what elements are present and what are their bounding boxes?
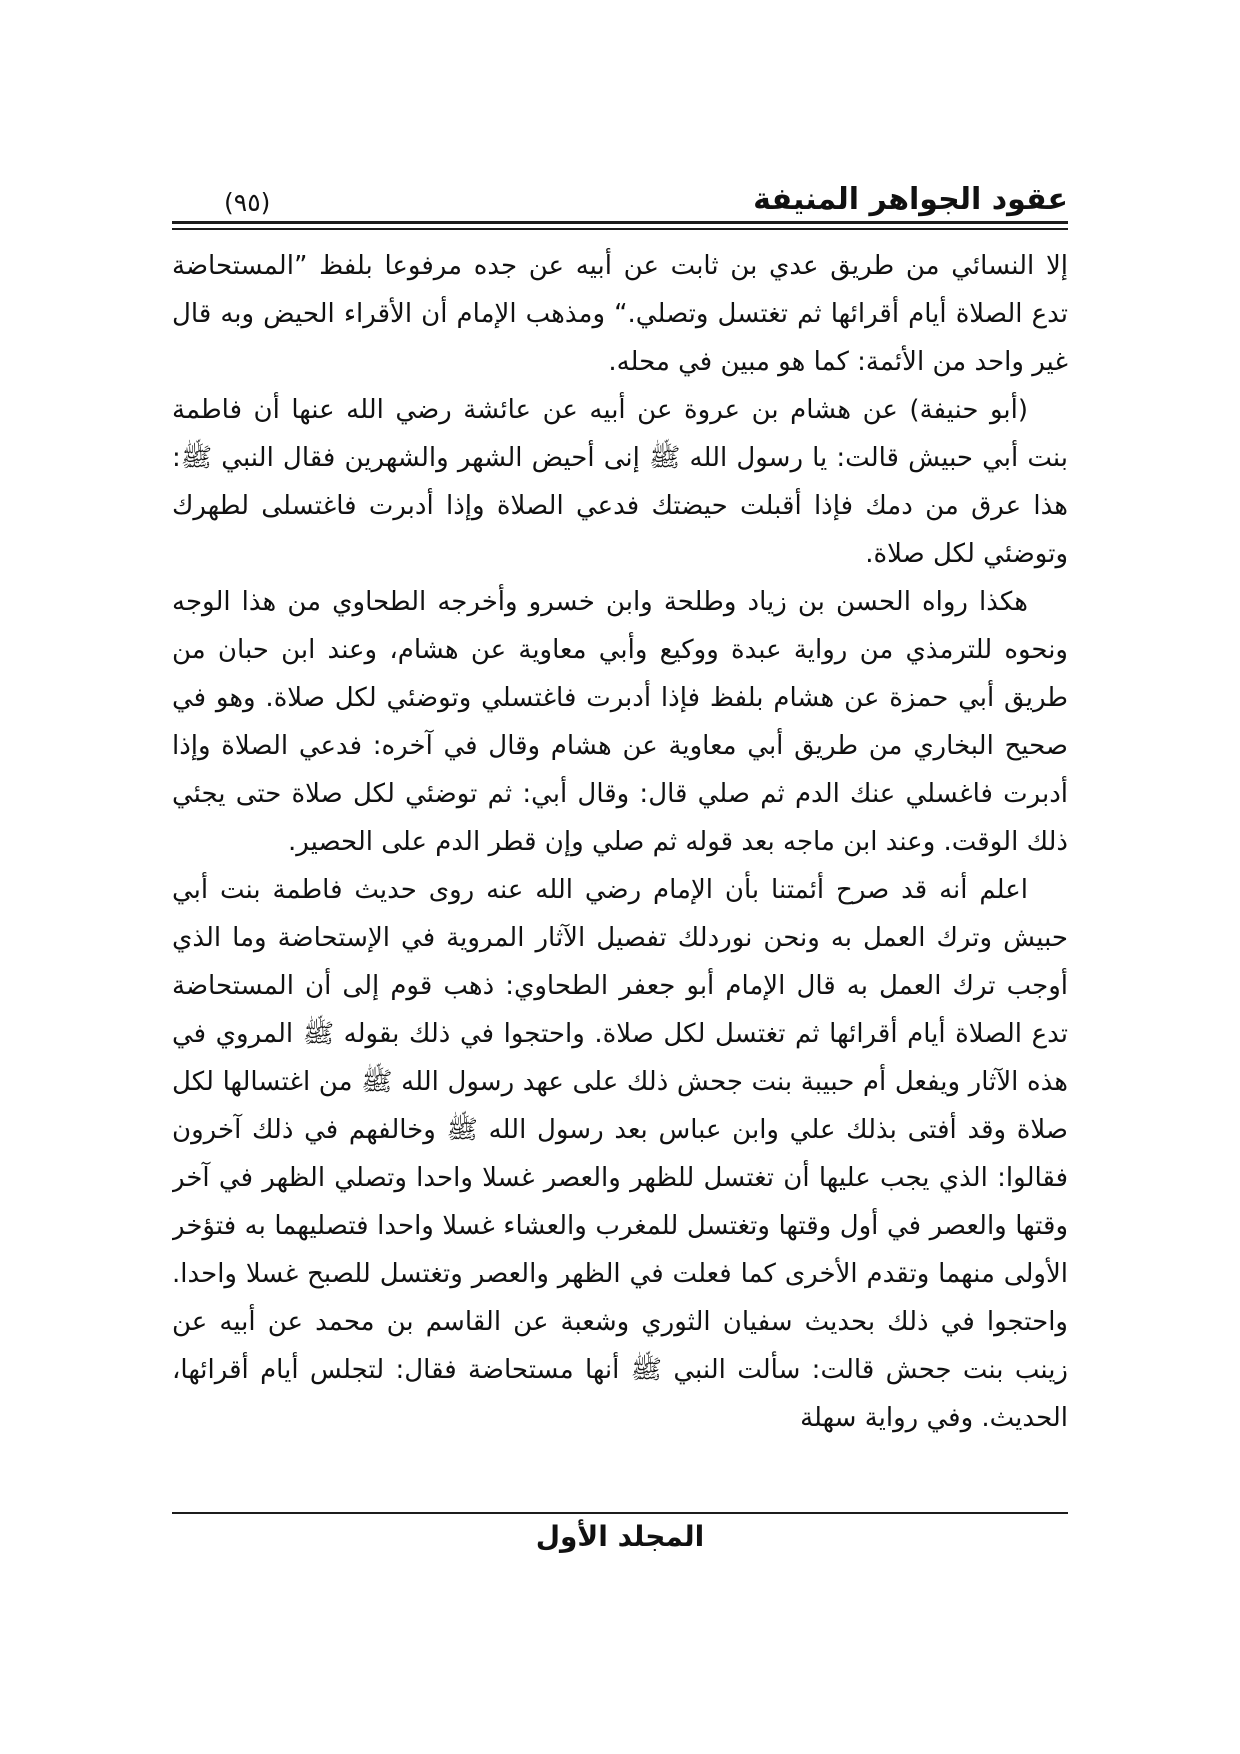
body-paragraph: (أبو حنيفة) عن هشام بن عروة عن أبيه عن عائشة رضي الله عنها أن فاطمة بنت أبي حبيش قالت: يا رسول الله ﷺ إنى أحيض الشهر والشهرين فقال النبي ﷺ: هذا عرق من دمك فإذا أقبلت حيضتك فدعي الصلاة وإذا أدبرت فاغتسلى لطهرك وتوضئي لكل صلاة.: [172, 395, 1068, 569]
book-title: عقود الجواهر المنيفة: [753, 182, 1068, 217]
body-paragraph: هكذا رواه الحسن بن زياد وطلحة وابن خسرو وأخرجه الطحاوي من هذا الوجه ونحوه للترمذي من رواية عبدة ووكيع وأبي معاوية عن هشام، وعند ابن حبان من طريق أبي حمزة عن هشام بلفظ فإذا أدبرت فاغتسلي وتوضئي لكل صلاة. وهو في صحيح البخاري من طريق أبي معاوية عن هشام وقال في آخره: فدعي الصلاة وإذا أدبرت فاغسلي عنك الدم ثم صلي قال: وقال أبي: ثم توضئي لكل صلاة حتى يجئي ذلك الوقت. وعند ابن ماجه بعد قوله ثم صلي وإن قطر الدم على الحصير.: [172, 587, 1068, 857]
page-number: (٩٥): [224, 188, 271, 217]
page-header: [172, 163, 1068, 215]
footer-rule: [172, 1512, 1068, 1514]
body-paragraph: إلا النسائي من طريق عدي بن ثابت عن أبيه عن جده مرفوعا بلفظ ”المستحاضة تدع الصلاة أيام أقرائها ثم تغتسل وتصلي.“ ومذهب الإمام أن الأقراء الحيض وبه قال غير واحد من الأئمة: كما هو مبين في محله.: [172, 251, 1068, 377]
page-body: [172, 242, 1068, 1506]
volume-label: المجلد الأول: [535, 1520, 705, 1553]
header-rule: [172, 221, 1068, 230]
page-footer: [172, 1520, 1068, 1553]
body-paragraph: اعلم أنه قد صرح أئمتنا بأن الإمام رضي الله عنه روى حديث فاطمة بنت أبي حبيش وترك العمل به ونحن نوردلك تفصيل الآثار المروية في الإستحاضة وما الذي أوجب ترك العمل به قال الإمام أبو جعفر الطحاوي: ذهب قوم إلى أن المستحاضة تدع الصلاة أيام أقرائها ثم تغتسل لكل صلاة. واحتجوا في ذلك بقوله ﷺ المروي في هذه الآثار ويفعل أم حبيبة بنت جحش ذلك على عهد رسول الله ﷺ من اغتسالها لكل صلاة وقد أفتى بذلك علي وابن عباس بعد رسول الله ﷺ وخالفهم في ذلك آخرون فقالوا: الذي يجب عليها أن تغتسل للظهر والعصر غسلا واحدا وتصلي الظهر في آخر وقتها والعصر في أول وقتها وتغتسل للمغرب والعشاء غسلا واحدا فتصليهما به فتؤخر الأولى منهما وتقدم الأخرى كما فعلت في الظهر والعصر وتغتسل للصبح غسلا واحدا. واحتجوا في ذلك بحديث سفيان الثوري وشعبة عن القاسم بن محمد عن أبيه عن زينب بنت جحش قالت: سألت النبي ﷺ أنها مستحاضة فقال: لتجلس أيام أقرائها، الحديث. وفي رواية سهلة: [172, 875, 1068, 1433]
